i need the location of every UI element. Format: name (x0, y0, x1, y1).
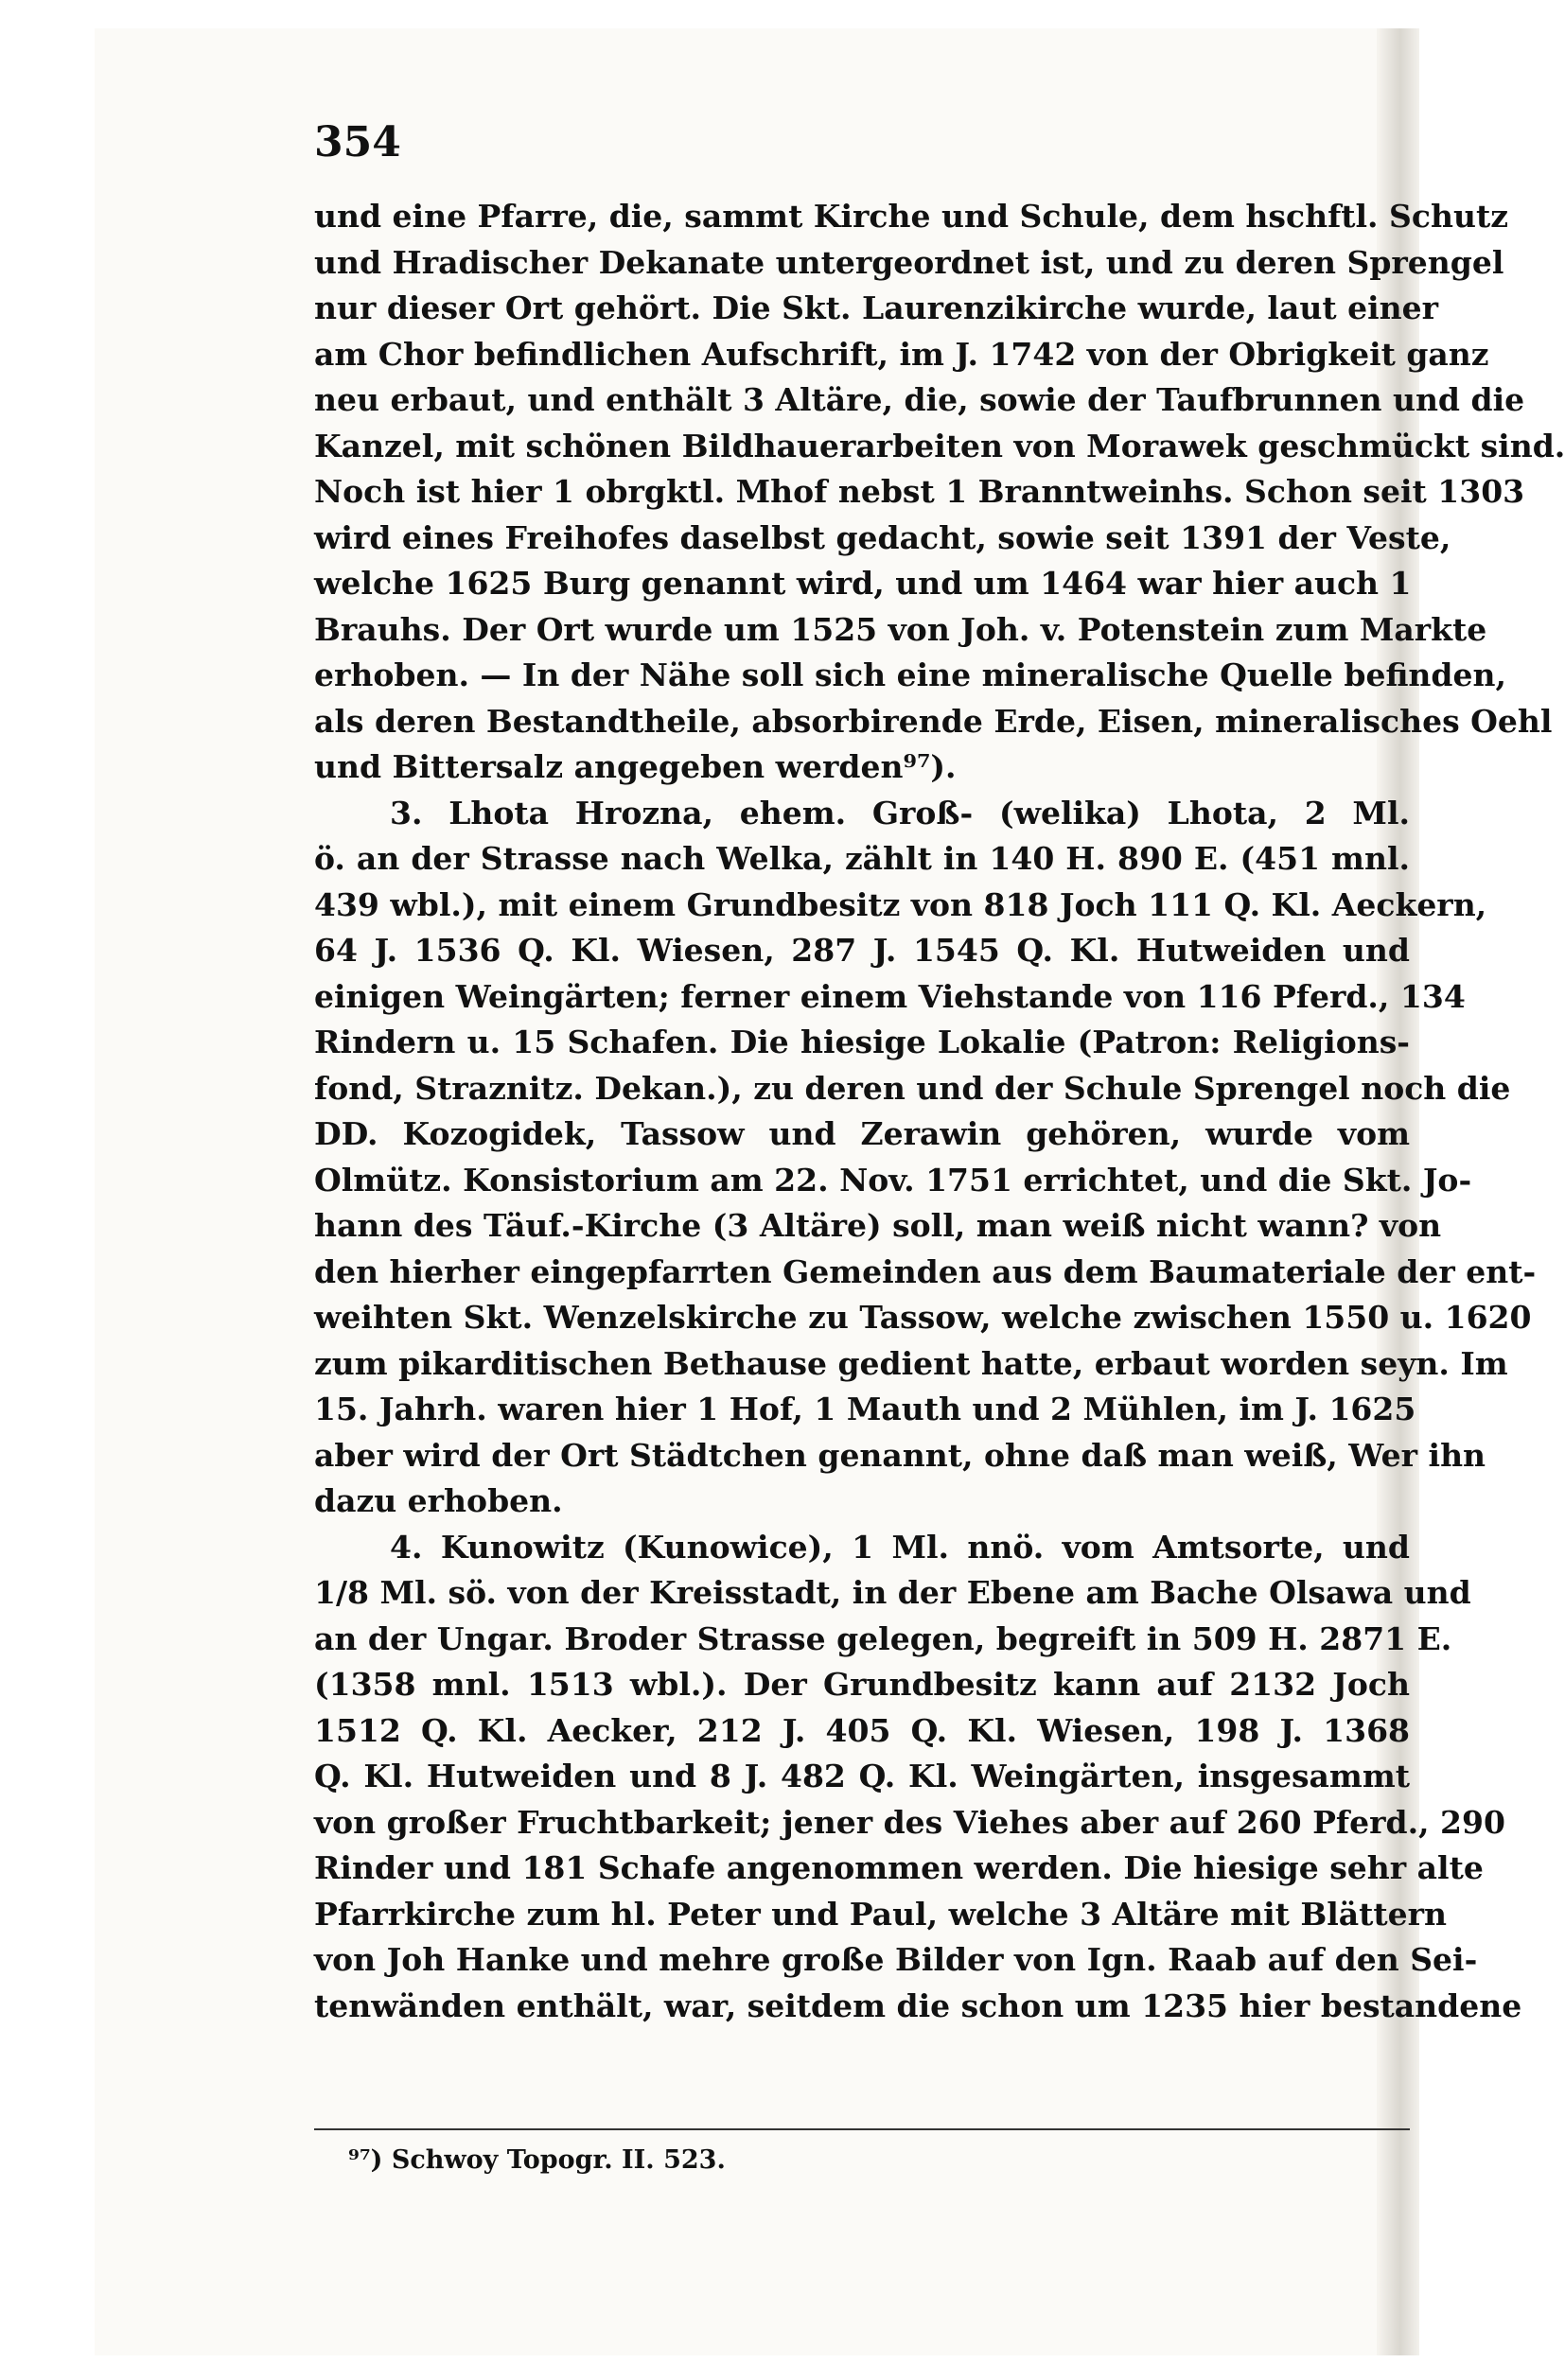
text-line: 1512 Q. Kl. Aecker, 212 J. 405 Q. Kl. Wiesen, 198 J. 1368 (314, 1711, 1410, 1749)
text-line: welche 1625 Burg genannt wird, und um 1464 war hier auch 1 (314, 565, 1412, 602)
text-line: Olmütz. Konsistorium am 22. Nov. 1751 errichtet, und die Skt. Jo- (314, 1161, 1472, 1199)
text-line: Rinder und 181 Schafe angenommen werden. Die hiesige sehr alte (314, 1849, 1484, 1886)
text-line: 439 wbl.), mit einem Grundbesitz von 818 Joch 111 Q. Kl. Aeckern, (314, 885, 1487, 923)
text-line: dazu erhoben. (314, 1482, 563, 1519)
text-line: als deren Bestandtheile, absorbirende Erde, Eisen, mineralisches Oehl (314, 702, 1553, 740)
text-line: (1358 mnl. 1513 wbl.). Der Grundbesitz kann auf 2132 Joch (314, 1666, 1410, 1703)
text-line: Q. Kl. Hutweiden und 8 J. 482 Q. Kl. Weingärten, insgesammt (314, 1758, 1410, 1794)
text-line: von Joh Hanke und mehre große Bilder von Ign. Raab auf den Sei- (314, 1941, 1478, 1978)
text-line: Kanzel, mit schönen Bildhauerarbeiten von Morawek geschmückt sind. (314, 427, 1565, 464)
footnote: ⁹⁷) Schwoy Topogr. II. 523. (348, 2145, 726, 2175)
text-line: 64 J. 1536 Q. Kl. Wiesen, 287 J. 1545 Q. Kl. Hutweiden und (314, 932, 1410, 969)
text-line: hann des Täuf.-Kirche (3 Altäre) soll, man weiß nicht wann? von (314, 1207, 1442, 1244)
text-line: den hierher eingepfarrten Gemeinden aus dem Baumateriale der ent- (314, 1252, 1537, 1290)
text-line: an der Ungar. Broder Strasse gelegen, begreift in 509 H. 2871 E. (314, 1619, 1452, 1657)
footnote-separator (314, 2128, 1410, 2130)
text-line: einigen Weingärten; ferner einem Viehstande von 116 Pferd., 134 (314, 977, 1466, 1015)
text-line: 1/8 Ml. sö. von der Kreisstadt, in der Ebene am Bache Olsawa und (314, 1574, 1471, 1611)
text-line: am Chor befindlichen Aufschrift, im J. 1742 von der Obrigkeit ganz (314, 335, 1489, 373)
text-line: Pfarrkirche zum hl. Peter und Paul, welche 3 Altäre mit Blättern (314, 1895, 1448, 1933)
text-line: aber wird der Ort Städtchen genannt, ohne daß man weiß, Wer ihn (314, 1436, 1486, 1474)
text-line: ö. an der Strasse nach Welka, zählt in 140 H. 890 E. (451 mnl. (314, 840, 1410, 877)
text-line: 15. Jahrh. waren hier 1 Hof, 1 Mauth und 2 Mühlen, im J. 1625 (314, 1391, 1416, 1427)
text-line: wird eines Freihofes daselbst gedacht, sowie seit 1391 der Veste, (314, 518, 1451, 556)
text-line: 4. Kunowitz (Kunowice), 1 Ml. nnö. vom Amtsorte, und (390, 1528, 1410, 1566)
text-line: Rindern u. 15 Schafen. Die hiesige Lokalie (Patron: Religions- (314, 1024, 1410, 1060)
text-line: weihten Skt. Wenzelskirche zu Tassow, welche zwischen 1550 u. 1620 (314, 1299, 1532, 1336)
text-line: von großer Fruchtbarkeit; jener des Viehes aber auf 260 Pferd., 290 (314, 1803, 1505, 1841)
text-line: Noch ist hier 1 obrgktl. Mhof nebst 1 Branntweinhs. Schon seit 1303 (314, 473, 1525, 510)
text-line: und eine Pfarre, die, sammt Kirche und Schule, dem hschftl. Schutz (314, 198, 1508, 235)
text-line: Brauhs. Der Ort wurde um 1525 von Joh. v. Potenstein zum Markte (314, 610, 1487, 648)
text-line: neu erbaut, und enthält 3 Altäre, die, sowie der Taufbrunnen und die (314, 381, 1525, 418)
text-line: 3. Lhota Hrozna, ehem. Groß- (welika) Lhota, 2 Ml. (390, 794, 1410, 831)
text-line: erhoben. — In der Nähe soll sich eine mineralische Quelle befinden, (314, 656, 1506, 693)
text-line: tenwänden enthält, war, seitdem die schon um 1235 hier bestandene (314, 1986, 1522, 2024)
text-line: fond, Straznitz. Dekan.), zu deren und der Schule Sprengel noch die (314, 1069, 1511, 1107)
text-line: nur dieser Ort gehört. Die Skt. Laurenzikirche wurde, laut einer (314, 289, 1438, 326)
text-line: zum pikarditischen Bethause gedient hatte, erbaut worden seyn. Im (314, 1344, 1508, 1382)
page-number: 354 (314, 118, 401, 166)
text-line: und Bittersalz angegeben werden⁹⁷). (314, 748, 957, 785)
text-line: und Hradischer Dekanate untergeordnet ist, und zu deren Sprengel (314, 243, 1504, 281)
book-page (95, 28, 1565, 2355)
text-line: DD. Kozogidek, Tassow und Zerawin gehören, wurde vom (314, 1115, 1410, 1152)
body-text (314, 194, 1565, 2029)
